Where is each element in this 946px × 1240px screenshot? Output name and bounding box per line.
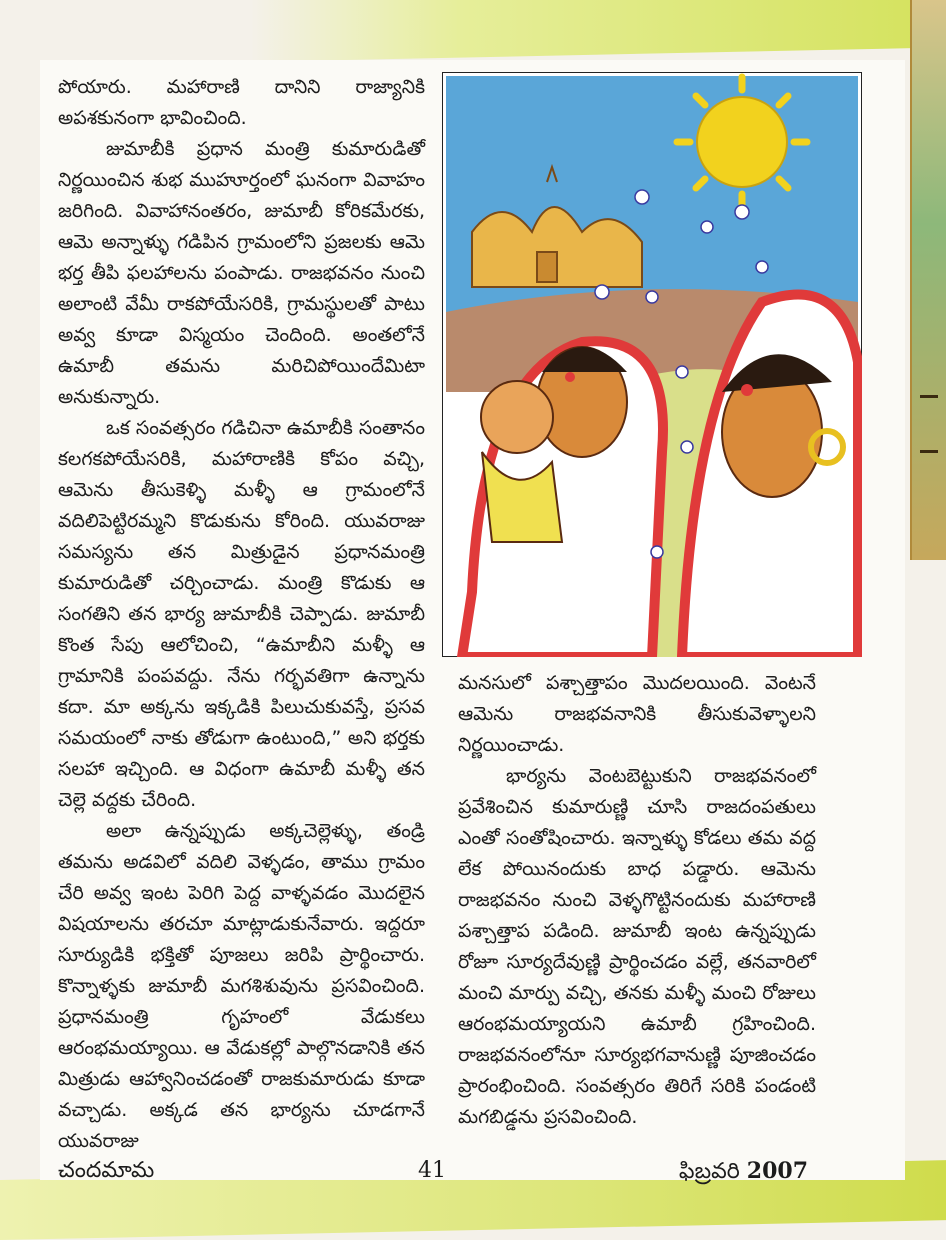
issue-year: 2007 bbox=[746, 1158, 808, 1184]
issue-date bbox=[679, 1158, 808, 1189]
issue-month: ఫిబ్రవరి bbox=[678, 1159, 740, 1184]
sun-icon bbox=[677, 77, 807, 207]
story-illustration bbox=[442, 72, 862, 657]
paragraph: మనసులో పశ్చాత్తాపం మొదలయింది. వెంటనే ఆమెను రాజభవనానికి తీసుకువెళ్ళాలని నిర్ణయించాడు. bbox=[458, 672, 816, 756]
top-decorative-band bbox=[250, 0, 946, 62]
paragraph: ఒక సంవత్సరం గడిచినా ఉమాబీకి సంతానం కలగకపోయేసరికి, మహారాణికి కోపం వచ్చి, ఆమెను తీసుకెళ్ళి మళ్ళీ ఆ గ్రామంలోనే వదిలిపెట్టిరమ్మని కొడుకును కోరింది. యువరాజు సమస్యను తన మిత్రుడైన ప్రధానమంత్రి కుమారుడితో చర్చించాడు. మంత్రి కొడుకు ఆ సంగతిని తన భార్య జుమాబీకి చెప్పాడు. జుమాబీ కొంత సేపు ఆలోచించి, “ఉమాబీని మళ్ళీ ఆ గ్రామానికి పంపవద్దు. నేను గర్భవతిగా ఉన్నాను కదా. మా అక్కను ఇక్కడికి పిలుచుకువస్తే, ప్రసవ సమయంలో నాకు తోడుగా ఉంటుంది,” అని భర్తకు సలహా ఇచ్చింది. ఆ విధంగా ఉమాబీ మళ్ళీ తన చెల్లె వద్దకు చేరింది. bbox=[58, 417, 425, 811]
magazine-name: చందమామ bbox=[58, 1158, 155, 1183]
right-text-column bbox=[458, 668, 816, 1133]
paragraph: జుమాబీకి ప్రధాన మంత్రి కుమారుడితో నిర్ణయించిన శుభ ముహూర్తంలో ఘనంగా వివాహం జరిగింది. వివాహానంతరం, జుమాబీ కోరికమేరకు, ఆమె అన్నాళ్ళు గడిపిన గ్రామంలోని ప్రజలకు ఆమె భర్త తీపి ఫలహాలను పంపాడు. రాజభవనం నుంచి అలాంటి వేమీ రాకపోయేసరికి, గ్రామస్థులతో పాటు అవ్వ కూడా విస్మయం చెందింది. అంతలోనే ఉమాబీ తమను మరిచిపోయిందేమిటా అనుకున్నారు. bbox=[58, 138, 425, 408]
page-number: 41 bbox=[418, 1158, 446, 1183]
paragraph: పోయారు. మహారాణి దానిని రాజ్యానికి అపశకునంగా భావించింది. bbox=[58, 76, 425, 129]
paragraph: భార్యను వెంటబెట్టుకుని రాజభవనంలో ప్రవేశించిన కుమారుణ్ణి చూసి రాజదంపతులు ఎంతో సంతోషించారు. ఇన్నాళ్ళు కోడలు తమ వద్ద లేక పోయినందుకు బాధ పడ్డారు. ఆమెను రాజభవనం నుంచి వెళ్ళగొట్టినందుకు మహారాణి పశ్చాత్తాప పడింది. జుమాబీ ఇంట ఉన్నప్పుడు రోజూ సూర్యదేవుణ్ణి ప్రార్థించడం వల్లే, తనవారిలో మంచి మార్పు వచ్చి, తనకు మళ్ళీ మంచి రోజులు ఆరంభమయ్యాయని ఉమాబీ గ్రహించింది. రాజభవనంలోనూ సూర్యభగవానుణ్ణి పూజించడం ప్రారంభించింది. సంవత్సరం తిరిగే సరికి పండంటి మగబిడ్డను ప్రసవించింది. bbox=[458, 765, 816, 1128]
left-text-column bbox=[58, 72, 425, 1157]
next-page-edge bbox=[910, 0, 946, 560]
paragraph: అలా ఉన్నప్పుడు అక్కచెల్లెళ్ళు, తండ్రి తమను అడవిలో వదిలి వెళ్ళడం, తాము గ్రామం చేరి అవ్వ ఇంట పెరిగి పెద్ద వాళ్ళవడం మొదలైన విషయాలను తరచూ మాట్లాడుకునేవారు. ఇద్దరూ సూర్యుడికి భక్తితో పూజలు జరిపి ప్రార్థించారు. కొన్నాళ్ళకు జుమాబీ మగశిశువును ప్రసవించింది. ప్రధానమంత్రి గృహంలో వేడుకలు ఆరంభమయ్యాయి. ఆ వేడుకల్లో పాల్గొనడానికి తన మిత్రుడు ఆహ్వానించడంతో రాజకుమారుడు కూడా వచ్చాడు. అక్కడ తన భార్యను చూడగానే యువరాజు bbox=[58, 820, 425, 1152]
